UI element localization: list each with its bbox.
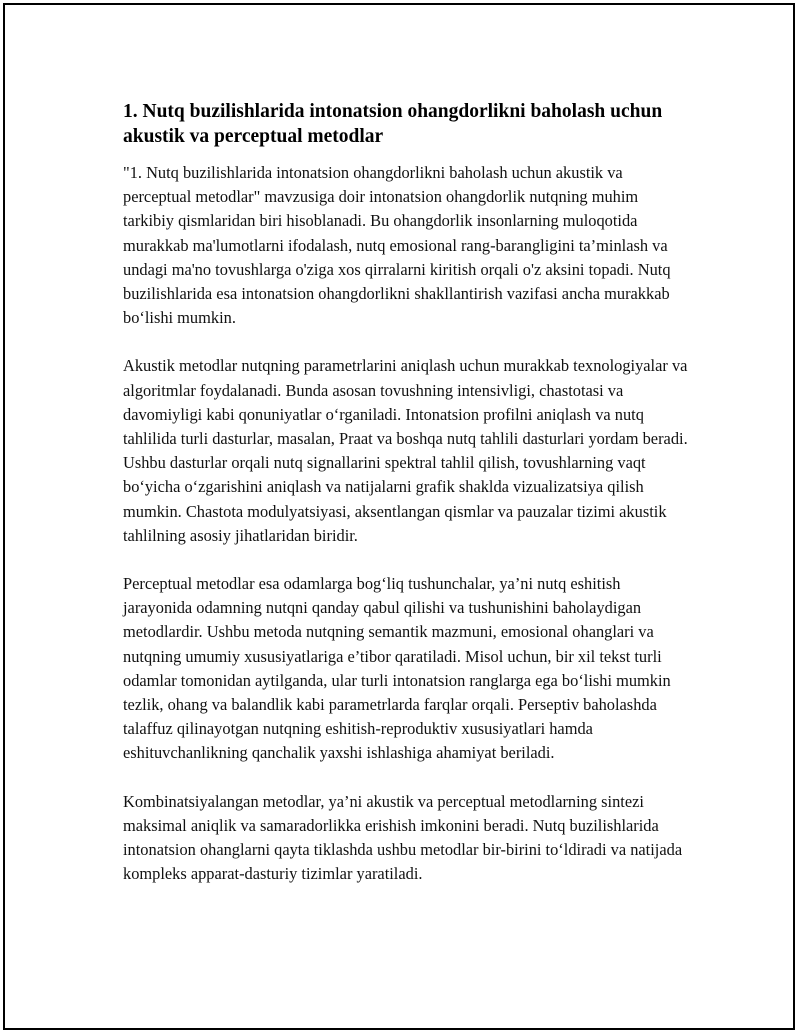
page-frame [3,3,795,1030]
document-body [123,99,693,910]
section-heading: 1. Nutq buzilishlarida intonatsion ohangdorlikni baholash uchun akustik va perceptual metodlar [123,101,663,147]
paragraph-combined-methods: Kombinatsiyalangan metodlar, ya’ni akustik va perceptual metodlarning sintezi maksimal aniqlik va samaradorlikka erishish imkonini beradi. Nutq buzilishlarida intonatsion ohanglarni qayta tiklashda ushbu metodlar bir-birini to‘ldiradi va natijada kompleks apparat-dasturiy tizimlar yaratiladi. [123,791,683,884]
paragraph-acoustic-methods: Akustik metodlar nutqning parametrlarini aniqlash uchun murakkab texnologiyalar va algoritmlar foydalanadi. Bunda asosan tovushning intensivligi, chastotasi va davomiyligi kabi qonuniyatlar o‘rganiladi. Intonatsion profilni aniqlash va nutq tahlilida turli dasturlar, masalan, Praat va boshqa nutq tahlili dasturlari yordam beradi. Ushbu dasturlar orqali nutq signallarini spektral tahlil qilish, tovushlarning vaqt bo‘yicha o‘zgarishini aniqlash va natijalarni grafik shaklda vizualizatsiya qilish mumkin. Chastota modulyatsiyasi, aksentlangan qismlar va pauzalar tizimi akustik tahlilning asosiy jihatlaridan biridir. [123,356,688,545]
paragraph-perceptual-methods: Perceptual metodlar esa odamlarga bog‘liq tushunchalar, ya’ni nutq eshitish jarayonida odamning nutqni qanday qabul qilishi va tushunishini baholaydigan metodlardir. Ushbu metoda nutqning semantik mazmuni, emosional ohanglari va nutqning umumiy xususiyatlariga e’tibor qaratiladi. Misol uchun, bir xil tekst turli odamlar tomonidan aytilganda, ular turli intonatsion ranglarga ega bo‘lishi mumkin tezlik, ohang va balandlik kabi parametrlarda farqlar orqali. Perseptiv baholashda talaffuz qilinayotgan nutqning eshitish-reproduktiv xususiyatlari hamda eshituvchanlikning qanchalik yaxshi ishlashiga ahamiyat beriladi. [123,574,671,763]
paragraph-intro: "1. Nutq buzilishlarida intonatsion ohangdorlikni baholash uchun akustik va perceptual metodlar" mavzusiga doir intonatsion ohangdorlik nutqning muhim tarkibiy qismlaridan biri hisoblanadi. Bu ohangdorlik insonlarning muloqotida murakkab ma'lumotlarni ifodalash, nutq emosional rang-barangligini ta’minlash va undagi ma'no tovushlarga o'ziga xos qirralarni kiritish orqali o'z aksini topadi. Nutq buzilishlarida esa intonatsion ohangdorlikni shakllantirish vazifasi ancha murakkab bo‘lishi mumkin. [123,163,671,328]
